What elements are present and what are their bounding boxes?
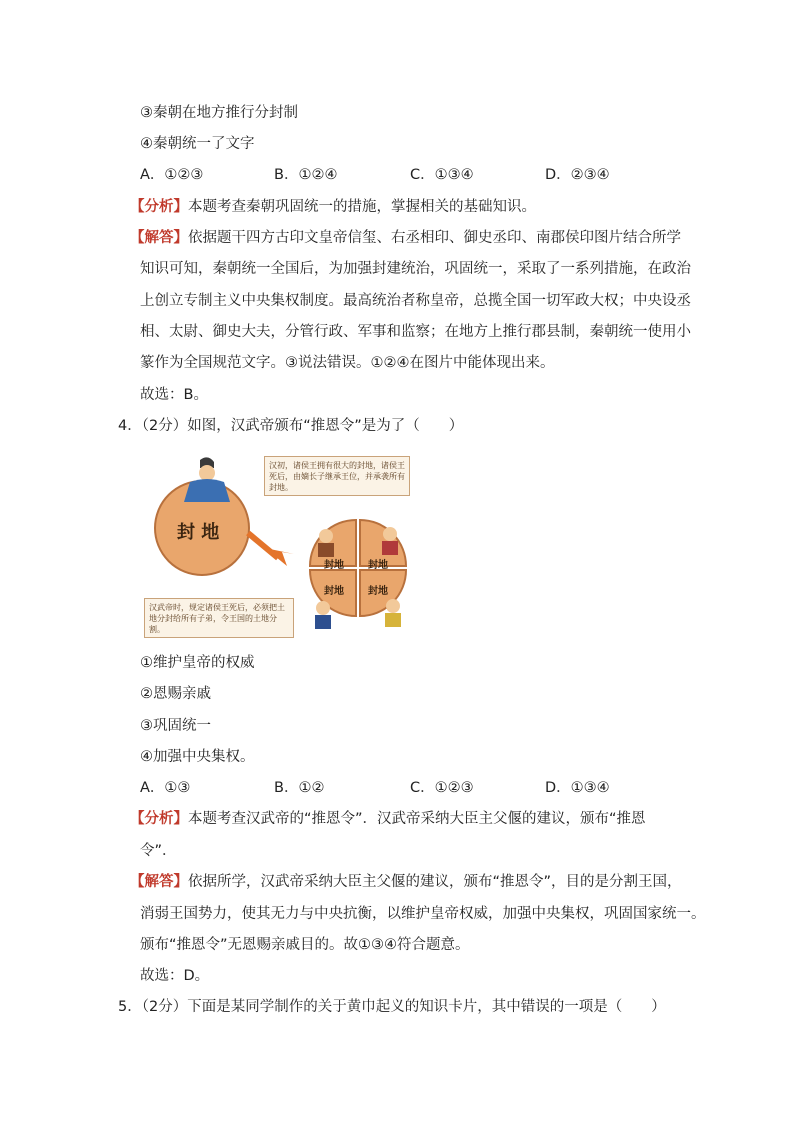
- q4-option-a: A．①③: [140, 780, 191, 796]
- answer-tag: 【解答】: [130, 230, 188, 246]
- q4-answer-line-3: 颁布“推恩令”无恩赐亲戚目的。故①③④符合题意。: [140, 937, 470, 953]
- q3-choice: 故选：B。: [140, 387, 208, 403]
- figure-bottom-caption: 汉武帝时，规定诸侯王死后，必须把土地分封给所有子弟，令王国的土地分割。: [144, 598, 294, 638]
- official-robe: [184, 479, 230, 502]
- analysis-tag: 【分析】: [130, 199, 188, 215]
- q3-answer-line-2: 知识可知，秦朝统一全国后，为加强封建统治，巩固统一，采取了一系列措施，在政治: [140, 261, 691, 277]
- q3-option-4-statement: ④秦朝统一了文字: [140, 136, 255, 152]
- q4-analysis-line-2: 令”．: [140, 843, 177, 859]
- tuienling-figure: [140, 448, 415, 643]
- figure-top-caption: 汉初，诸侯王拥有很大的封地，诸侯王死后，由嫡长子继承王位，并承袭所有封地。: [264, 456, 410, 496]
- q4-option-d: D．①③④: [545, 780, 610, 796]
- big-land-label: 封 地: [177, 522, 220, 543]
- q4-item-2: ②恩赐亲戚: [140, 686, 211, 702]
- analysis-tag: 【分析】: [130, 811, 188, 827]
- q3-option-d: D．②③④: [545, 167, 610, 183]
- q3-option-b: B．①②④: [274, 167, 338, 183]
- q3-option-3-statement: ③秦朝在地方推行分封制: [140, 105, 298, 121]
- q3-answer-text-1: 依据题干四方古印文皇帝信玺、右丞相印、御史丞印、南郡侯印图片结合所学: [188, 230, 681, 246]
- q3-option-c: C．①③④: [410, 167, 474, 183]
- q3-answer-line-4: 相、太尉、御史大夫，分管行政、军事和监察；在地方上推行郡县制，秦朝统一使用小: [140, 324, 691, 340]
- q4-answer-line-2: 消弱王国势力，使其无力与中央抗衡，以维护皇帝权威，加强中央集权，巩固国家统一。: [140, 906, 706, 922]
- land-label-tl: 封地: [324, 560, 344, 571]
- land-label-tr: 封地: [368, 560, 388, 571]
- q3-analysis-text: 本题考查秦朝巩固统一的措施，掌握相关的基础知识。: [188, 199, 536, 215]
- q3-analysis: [130, 197, 536, 217]
- official-head: [199, 465, 215, 481]
- q4-answer-text-1: 依据所学，汉武帝采纳大臣主父偃的建议，颁布“推恩令”，目的是分割王国，: [188, 874, 682, 890]
- q4-analysis-line-1: [130, 809, 646, 829]
- q5-stem: 5．（2分）下面是某同学制作的关于黄巾起义的知识卡片，其中错误的一项是（ ）: [118, 999, 666, 1015]
- q4-option-c: C．①②③: [410, 780, 474, 796]
- q3-answer-line-1: [130, 228, 681, 248]
- q4-stem: 4．（2分）如图，汉武帝颁布“推恩令”是为了（ ）: [118, 418, 464, 434]
- q4-item-3: ③巩固统一: [140, 718, 211, 734]
- q4-analysis-text: 本题考查汉武帝的“推恩令”．汉武帝采纳大臣主父偃的建议，颁布“推恩: [188, 811, 646, 827]
- q3-answer-line-3: 上创立专制主义中央集权制度。最高统治者称皇帝，总揽全国一切军政大权；中央设丞: [140, 293, 691, 309]
- q4-option-b: B．①②: [274, 780, 325, 796]
- land-label-bl: 封地: [324, 586, 344, 597]
- q4-choice: 故选：D。: [140, 968, 210, 984]
- q4-answer-line-1: [130, 872, 682, 892]
- q3-option-a: A．①②③: [140, 167, 204, 183]
- q3-answer-line-5: 篆作为全国规范文字。③说法错误。①②④在图片中能体现出来。: [140, 355, 555, 371]
- q4-item-1: ①维护皇帝的权威: [140, 655, 255, 671]
- q4-item-4: ④加强中央集权。: [140, 749, 255, 765]
- land-label-br: 封地: [368, 586, 388, 597]
- answer-tag: 【解答】: [130, 874, 188, 890]
